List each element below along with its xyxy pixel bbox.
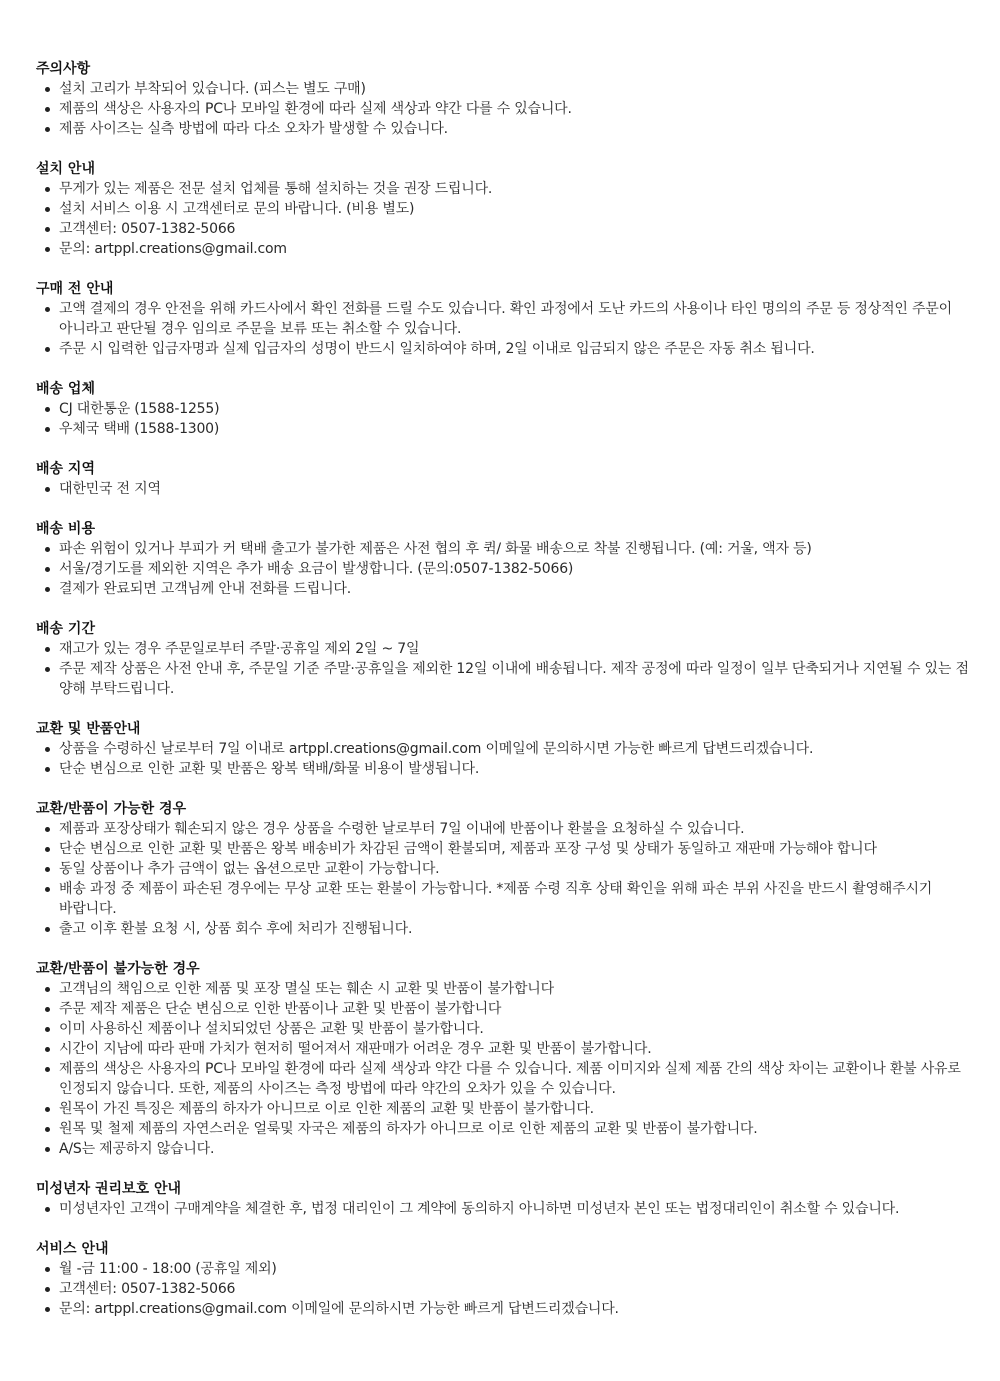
list-item: 원목 및 철제 제품의 자연스러운 얼룩및 자국은 제품의 하자가 아니므로 이로 인한 제품의 교환 및 반품이 불가합니다.: [36, 1119, 970, 1139]
list-item: 고객센터: 0507-1382-5066: [36, 1279, 970, 1299]
bullet-list: [36, 399, 970, 439]
section-title: 구매 전 안내: [36, 281, 114, 297]
list-item: 배송 과정 중 제품이 파손된 경우에는 무상 교환 또는 환불이 가능합니다. *제품 수령 직후 상태 확인을 위해 파손 부위 사진을 반드시 촬영해주시기 바랍니다.: [36, 879, 970, 919]
policy-section: [36, 959, 970, 1159]
bullet-list: [36, 639, 970, 699]
policy-section: [36, 379, 970, 439]
list-item: 대한민국 전 지역: [36, 479, 970, 499]
policy-section: [36, 1239, 970, 1319]
list-item: 서울/경기도를 제외한 지역은 추가 배송 요금이 발생합니다. (문의:0507-1382-5066): [36, 559, 970, 579]
list-item: 문의: artppl.creations@gmail.com: [36, 239, 970, 259]
section-title: 서비스 안내: [36, 1241, 109, 1257]
bullet-list: [36, 179, 970, 259]
list-item: CJ 대한통운 (1588-1255): [36, 399, 970, 419]
list-item: 단순 변심으로 인한 교환 및 반품은 왕복 택배/화물 비용이 발생됩니다.: [36, 759, 970, 779]
list-item: 주문 시 입력한 입금자명과 실제 입금자의 성명이 반드시 일치하여야 하며, 2일 이내로 입금되지 않은 주문은 자동 취소 됩니다.: [36, 339, 970, 359]
list-item: 월 -금 11:00 - 18:00 (공휴일 제외): [36, 1259, 970, 1279]
list-item: 결제가 완료되면 고객님께 안내 전화를 드립니다.: [36, 579, 970, 599]
bullet-list: [36, 79, 970, 139]
list-item: 고객님의 책임으로 인한 제품 및 포장 멸실 또는 훼손 시 교환 및 반품이 불가합니다: [36, 979, 970, 999]
list-item: 제품의 색상은 사용자의 PC나 모바일 환경에 따라 실제 색상과 약간 다를 수 있습니다. 제품 이미지와 실제 제품 간의 색상 차이는 교환이나 환불 사유로 인정되지 않습니다. 또한, 제품의 사이즈는 측정 방법에 따라 약간의 오차가 있을 수 있습니다.: [36, 1059, 970, 1099]
bullet-list: [36, 979, 970, 1159]
bullet-list: [36, 819, 970, 939]
list-item: 이미 사용하신 제품이나 설치되었던 상품은 교환 및 반품이 불가합니다.: [36, 1019, 970, 1039]
policy-section: [36, 59, 970, 139]
list-item: 원목이 가진 특징은 제품의 하자가 아니므로 이로 인한 제품의 교환 및 반품이 불가합니다.: [36, 1099, 970, 1119]
list-item: 우체국 택배 (1588-1300): [36, 419, 970, 439]
list-item: 재고가 있는 경우 주문일로부터 주말·공휴일 제외 2일 ~ 7일: [36, 639, 970, 659]
list-item: 제품 사이즈는 실측 방법에 따라 다소 오차가 발생할 수 있습니다.: [36, 119, 970, 139]
section-title: 배송 비용: [36, 521, 95, 537]
list-item: 상품을 수령하신 날로부터 7일 이내로 artppl.creations@gmail.com 이메일에 문의하시면 가능한 빠르게 답변드리겠습니다.: [36, 739, 970, 759]
list-item: 고객센터: 0507-1382-5066: [36, 219, 970, 239]
section-title: 교환/반품이 불가능한 경우: [36, 961, 200, 977]
list-item: 시간이 지남에 따라 판매 가치가 현저히 떨어져서 재판매가 어려운 경우 교환 및 반품이 불가합니다.: [36, 1039, 970, 1059]
policy-section: [36, 1179, 970, 1219]
policy-section: [36, 279, 970, 359]
list-item: 설치 고리가 부착되어 있습니다. (피스는 별도 구매): [36, 79, 970, 99]
bullet-list: [36, 299, 970, 359]
section-title: 배송 지역: [36, 461, 95, 477]
policy-section: [36, 799, 970, 939]
section-title: 주의사항: [36, 61, 91, 77]
list-item: 출고 이후 환불 요청 시, 상품 회수 후에 처리가 진행됩니다.: [36, 919, 970, 939]
bullet-list: [36, 739, 970, 779]
list-item: 미성년자인 고객이 구매계약을 체결한 후, 법정 대리인이 그 계약에 동의하지 아니하면 미성년자 본인 또는 법정대리인이 취소할 수 있습니다.: [36, 1199, 970, 1219]
policy-section: [36, 519, 970, 599]
section-title: 설치 안내: [36, 161, 95, 177]
list-item: 주문 제작 제품은 단순 변심으로 인한 반품이나 교환 및 반품이 불가합니다: [36, 999, 970, 1019]
list-item: A/S는 제공하지 않습니다.: [36, 1139, 970, 1159]
bullet-list: [36, 1259, 970, 1319]
list-item: 제품과 포장상태가 훼손되지 않은 경우 상품을 수령한 날로부터 7일 이내에 반품이나 환불을 요청하실 수 있습니다.: [36, 819, 970, 839]
list-item: 설치 서비스 이용 시 고객센터로 문의 바랍니다. (비용 별도): [36, 199, 970, 219]
section-title: 교환 및 반품안내: [36, 721, 141, 737]
list-item: 주문 제작 상품은 사전 안내 후, 주문일 기준 주말·공휴일을 제외한 12일 이내에 배송됩니다. 제작 공정에 따라 일정이 일부 단축되거나 지연될 수 있는 점 양해 부탁드립니다.: [36, 659, 970, 699]
bullet-list: [36, 1199, 970, 1219]
section-title: 교환/반품이 가능한 경우: [36, 801, 187, 817]
list-item: 단순 변심으로 인한 교환 및 반품은 왕복 배송비가 차감된 금액이 환불되며, 제품과 포장 구성 및 상태가 동일하고 재판매 가능해야 합니다: [36, 839, 970, 859]
list-item: 문의: artppl.creations@gmail.com 이메일에 문의하시면 가능한 빠르게 답변드리겠습니다.: [36, 1299, 970, 1319]
bullet-list: [36, 479, 970, 499]
list-item: 파손 위험이 있거나 부피가 커 택배 출고가 불가한 제품은 사전 협의 후 퀵/ 화물 배송으로 착불 진행됩니다. (예: 거울, 액자 등): [36, 539, 970, 559]
list-item: 무게가 있는 제품은 전문 설치 업체를 통해 설치하는 것을 권장 드립니다.: [36, 179, 970, 199]
list-item: 제품의 색상은 사용자의 PC나 모바일 환경에 따라 실제 색상과 약간 다를 수 있습니다.: [36, 99, 970, 119]
policy-section: [36, 719, 970, 779]
section-title: 배송 기간: [36, 621, 95, 637]
policy-section: [36, 459, 970, 499]
section-title: 미성년자 권리보호 안내: [36, 1181, 181, 1197]
policy-section: [36, 159, 970, 259]
list-item: 동일 상품이나 추가 금액이 없는 옵션으로만 교환이 가능합니다.: [36, 859, 970, 879]
section-title: 배송 업체: [36, 381, 95, 397]
list-item: 고액 결제의 경우 안전을 위해 카드사에서 확인 전화를 드릴 수도 있습니다. 확인 과정에서 도난 카드의 사용이나 타인 명의의 주문 등 정상적인 주문이 아니라고 판단될 경우 임의로 주문을 보류 또는 취소할 수 있습니다.: [36, 299, 970, 339]
policy-section: [36, 619, 970, 699]
bullet-list: [36, 539, 970, 599]
